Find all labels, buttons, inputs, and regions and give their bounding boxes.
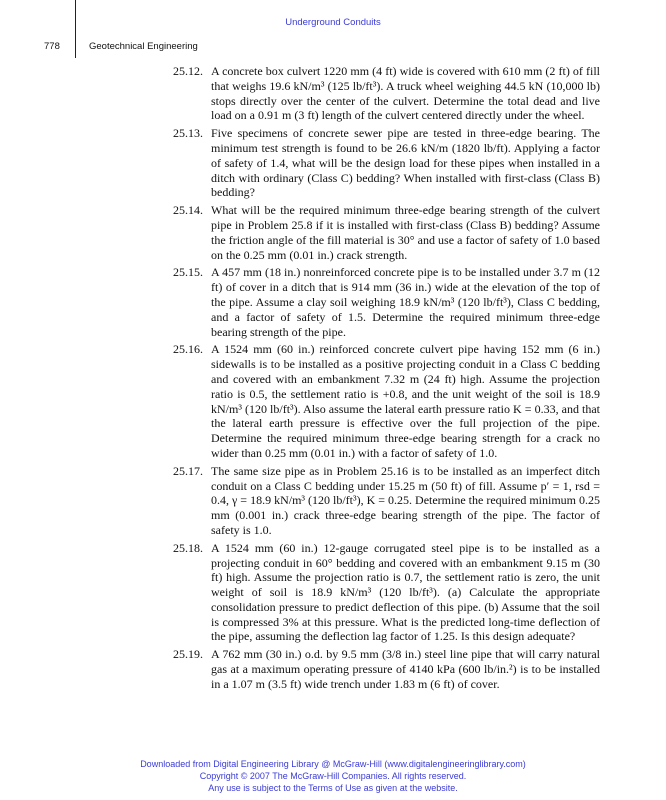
problem-text: What will be the required minimum three-edge bearing strength of the culvert pipe in Problem 25.8 if it is installed with first-class (Class B) bedding? Assume the friction angle of the fill material is 30° and use a factor of safety of 1.0 based on the 0.25 mm (0.01 in.) crack strength. [211, 203, 600, 262]
problem-item [173, 647, 600, 691]
problem-number: 25.18. [173, 540, 203, 555]
problem-number: 25.15. [173, 265, 203, 280]
problem-text: A 1524 mm (60 in.) reinforced concrete culvert pipe having 152 mm (6 in.) sidewalls is to be installed as a positive projecting conduit in a Class C bedding and covered with an embankment 7.32 m (24 ft) high. Assume the projection ratio is 0.5, the settlement ratio is +0.8, and the unit weight of the soil is 18.9 kN/m³ (120 lb/ft³). Also assume the lateral earth pressure ratio K = 0.33, and that the lateral earth pressure is effective over the full projection of the pipe. Determine the required minimum three-edge bearing strength for a crack no wider than 0.25 mm (0.01 in.) with a factor of safety of 1.0. [211, 342, 600, 460]
problem-number: 25.17. [173, 463, 203, 478]
problem-text: The same size pipe as in Problem 25.16 is to be installed as an imperfect ditch conduit on a Class C bedding under 15.25 m (50 ft) of fill. Assume p′ = 1, rsd = 0.4, γ = 18.9 kN/m³ (120 lb/ft³), K = 0.25. Determine the required minimum 0.25 mm (0.001 in.) crack three-edge bearing strength of the pipe. The factor of safety is 1.0. [211, 463, 600, 537]
problem-text: A 762 mm (30 in.) o.d. by 9.5 mm (3/8 in.) steel line pipe that will carry natural gas at a maximum operating pressure of 4140 kPa (600 lb/in.²) is to be installed in a 1.07 m (3.5 ft) wide trench under 1.83 m (6 ft) of cover. [211, 647, 600, 691]
problem-number: 25.13. [173, 126, 203, 141]
problem-number: 25.12. [173, 64, 203, 78]
problem-text: Five specimens of concrete sewer pipe are tested in three-edge bearing. The minimum test strength is found to be 26.6 kN/m (1820 lb/ft). Applying a factor of safety of 1.4, what will be the design load for these pipes when installed in a ditch with ordinary (Class C) bedding? When installed with first-class (Class B) bedding? [211, 126, 600, 200]
footer-download-link[interactable]: Downloaded from Digital Engineering Library @ McGraw-Hill (www.digitalengineeringlibrary.com) [140, 759, 526, 769]
problem-list [173, 64, 600, 695]
running-head: Underground Conduits [285, 17, 381, 28]
problem-item [173, 64, 600, 123]
footer-terms-link[interactable]: Any use is subject to the Terms of Use as given at the website. [208, 783, 458, 793]
book-title: Geotechnical Engineering [89, 41, 198, 52]
footer [0, 758, 666, 794]
problem-text: A 1524 mm (60 in.) 12-gauge corrugated steel pipe is to be installed as a projecting conduit in 60° bedding and covered with an embankment 9.15 m (30 ft) high. Assume the projection ratio is 0.7, the settlement ratio is zero, the unit weight of soil is 18.9 kN/m³ (120 lb/ft³). (a) Calculate the appropriate consolidation pressure to predict deflection of this pipe. (b) Assume that the soil is compressed 3% at this pressure. What is the predicted long-time deflection of the pipe, assuming the deflection lag factor of 1.25. Is this design adequate? [211, 540, 600, 644]
problem-number: 25.14. [173, 203, 203, 218]
problem-text: A 457 mm (18 in.) nonreinforced concrete pipe is to be installed under 3.7 m (12 ft) of cover in a ditch that is 914 mm (36 in.) wide at the elevation of the top of the pipe. Assume a clay soil weighing 18.9 kN/m³ (120 lb/ft³), Class C bedding, and a factor of safety of 1.5. Determine the required minimum three-edge bearing strength of the pipe. [211, 265, 600, 339]
problem-item [173, 203, 600, 262]
problem-item [173, 464, 600, 538]
header-divider [75, 0, 76, 58]
page-number: 778 [44, 41, 60, 52]
problem-item [173, 541, 600, 645]
problem-number: 25.19. [173, 647, 203, 662]
problem-item [173, 126, 600, 200]
problem-text: A concrete box culvert 1220 mm (4 ft) wide is covered with 610 mm (2 ft) of fill that weighs 19.6 kN/m³ (125 lb/ft³). A truck wheel weighing 44.5 kN (10,000 lb) stops directly over the center of the culvert. Determine the total dead and live load on a 0.91 m (3 ft) length of the culvert centered directly under the wheel. [211, 64, 600, 123]
footer-copyright: Copyright © 2007 The McGraw-Hill Companies. All rights reserved. [199, 771, 467, 781]
problem-number: 25.16. [173, 342, 203, 357]
problem-item [173, 265, 600, 339]
problem-item [173, 342, 600, 460]
